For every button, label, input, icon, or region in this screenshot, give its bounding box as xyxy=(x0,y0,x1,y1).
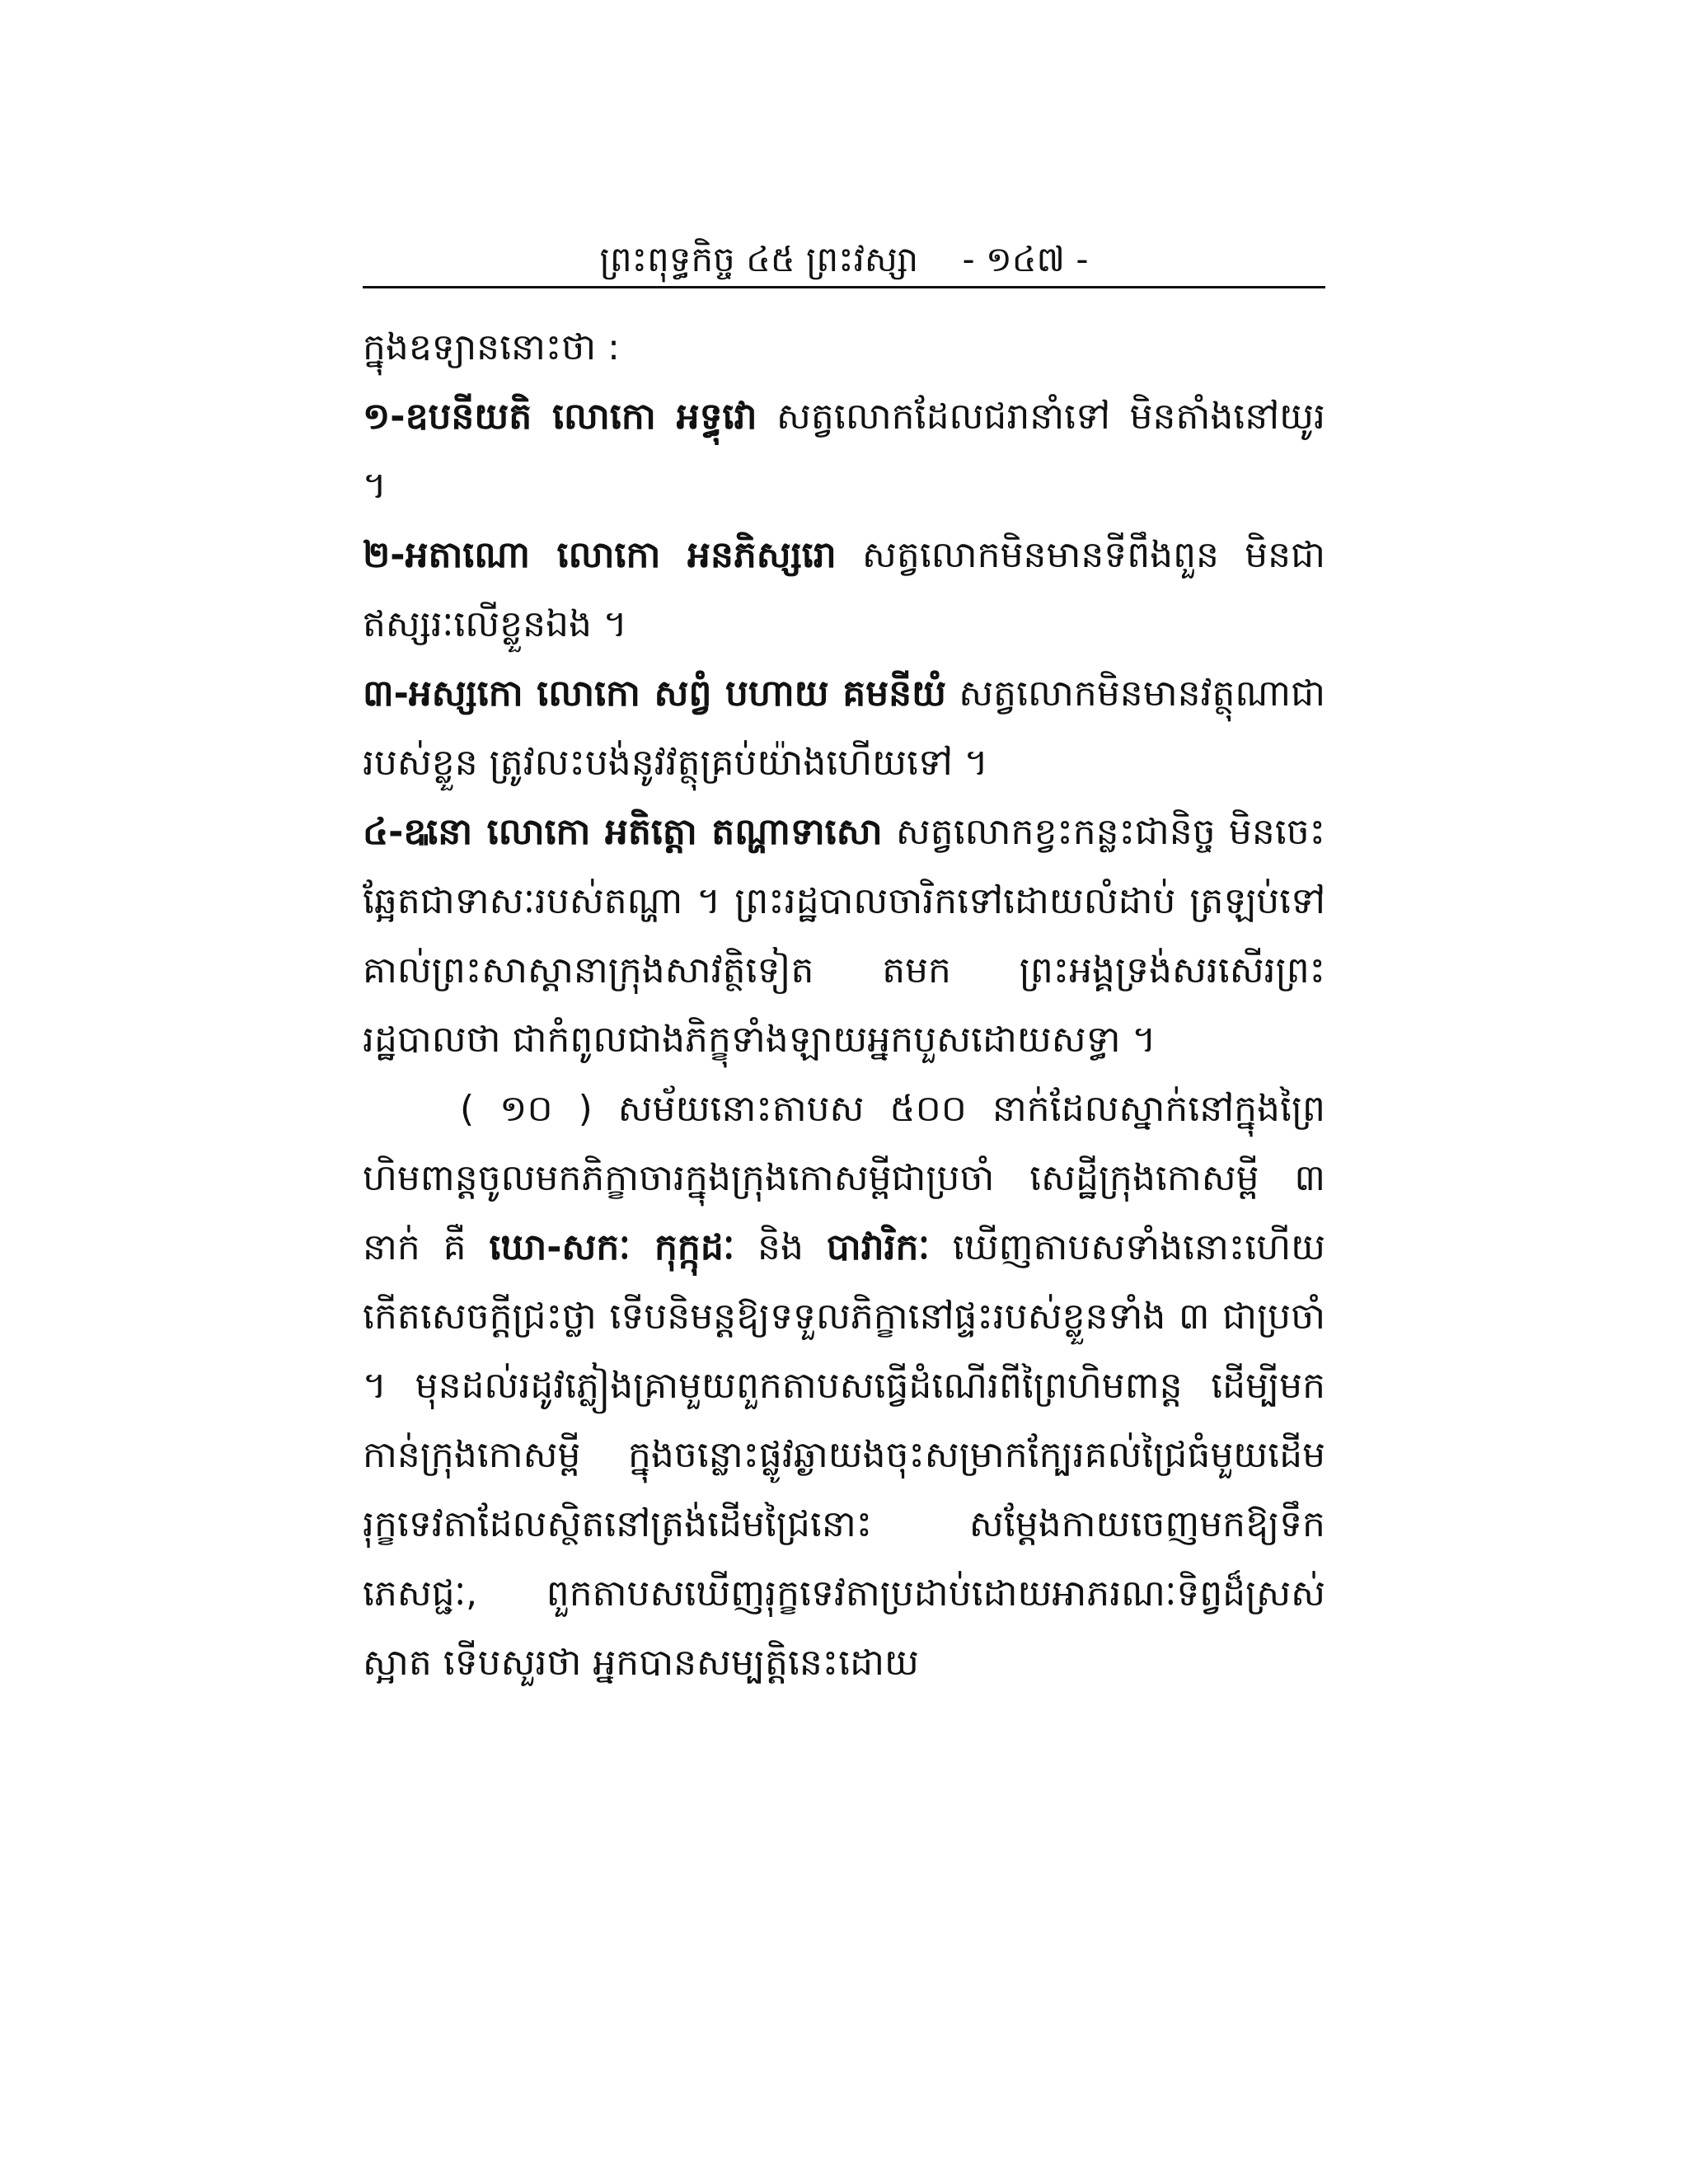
section-10-name-2: បាវារិកៈ xyxy=(826,1226,930,1268)
section-10-and: និង xyxy=(734,1226,827,1268)
verse-4 xyxy=(363,798,1325,1075)
page-header xyxy=(363,235,1325,284)
verse-2-pali: ២-អតាណោ លោកោ អនភិស្សរោ xyxy=(363,534,837,576)
verse-3-pali: ៣-អស្សកោ លោកោ សព្វំ បហាយ គមនីយំ xyxy=(363,673,946,715)
intro-text: ក្នុងឧទ្យាននោះថា : xyxy=(363,326,620,368)
section-10-rest: ឃើញតាបសទាំងនោះហើយ កើតសេចក្តីជ្រះថ្លា ទើបនិមន្តឱ្យទទួលភិក្ខានៅផ្ទះរបស់ខ្លួនទាំង ៣ ជាប្រចាំ ។ មុនដល់រដូវភ្លៀងគ្រាមួយពួកតាបសធ្វើដំណើរពីព្រៃហិមពាន្ត ដើម្បីមកកាន់ក្រុងកោសម្ពី ក្នុងចន្លោះផ្លូវឆ្ងាយងចុះសម្រាកក្បែរគល់ជ្រៃធំមួយដើម រុក្ខទេវតាដែលស្ថិតនៅត្រង់ដើមជ្រៃនោះ សម្តែងកាយចេញមកឱ្យទឹកភេសជ្ជៈ, ពួកតាបសឃើញរុក្ខទេវតាប្រដាប់ដោយអាភរណៈទិព្វដ៏ស្រស់ស្អាត ទើបសួរថា អ្នកបានសម្បត្តិនេះដោយ xyxy=(363,1226,1325,1684)
verse-1-text: សត្វលោកដែលជរានាំទៅ មិនតាំងនៅយូរ ។ xyxy=(363,396,1326,507)
running-title: ព្រះពុទ្ធកិច្ច ៤៥ ព្រះវស្សា xyxy=(599,239,919,279)
section-10-name-1: ឃោ-សកៈ កុក្កុដៈ xyxy=(489,1226,735,1268)
verse-4-pali: ៤-ឩនោ លោកោ អតិត្តោ តណ្ហាទាសោ xyxy=(363,811,883,853)
verse-3 xyxy=(363,659,1325,798)
verse-1 xyxy=(363,382,1325,521)
verse-2 xyxy=(363,521,1325,659)
verse-4-text: សត្វលោកខ្វះកន្លះជានិច្ច មិនចេះឆ្អែតជាទាសៈរបស់តណ្ហា ។ ព្រះរដ្ឋបាលចារិកទៅដោយលំដាប់ ត្រឡប់ទៅគាល់ព្រះសាស្តានាក្រុងសាវត្ថិទៀត តមក ព្រះអង្គទ្រង់សរសើរព្រះរដ្ឋបាលថា ជាកំពូលជាងភិក្ខុទាំងឡាយអ្នកបួសដោយសទ្ធា ។ xyxy=(363,811,1325,1061)
verse-3-text: សត្វលោកមិនមានវត្ថុណាជារបស់ខ្លួន ត្រូវលះបង់នូវវត្ថុគ្រប់យ៉ាងហើយទៅ ។ xyxy=(363,673,1325,784)
header-rule xyxy=(363,286,1325,288)
intro-line xyxy=(363,313,1325,382)
section-10-paragraph xyxy=(363,1075,1325,1698)
body-text xyxy=(363,313,1325,1698)
section-10-lead: ( ១០ ) សម័យនោះតាបស ៥០០ នាក់ដែលស្នាក់នៅក្នុងព្រៃហិមពាន្តចូលមកភិក្ខាចារក្នុងក្រុងកោសម្ពីជាប្រចាំ សេដ្ឋីក្រុងកោសម្ពី ៣ នាក់ គឺ xyxy=(363,1088,1325,1268)
verse-1-pali: ១-ឧបនីយតិ លោកោ អទ្ធុវោ xyxy=(363,396,757,438)
page-number: - ១៤៧ - xyxy=(962,239,1089,279)
verse-2-text: សត្វលោកមិនមានទីពឹងពួន មិនជាឥស្សរៈលើខ្លួនឯង ។ xyxy=(363,534,1326,645)
